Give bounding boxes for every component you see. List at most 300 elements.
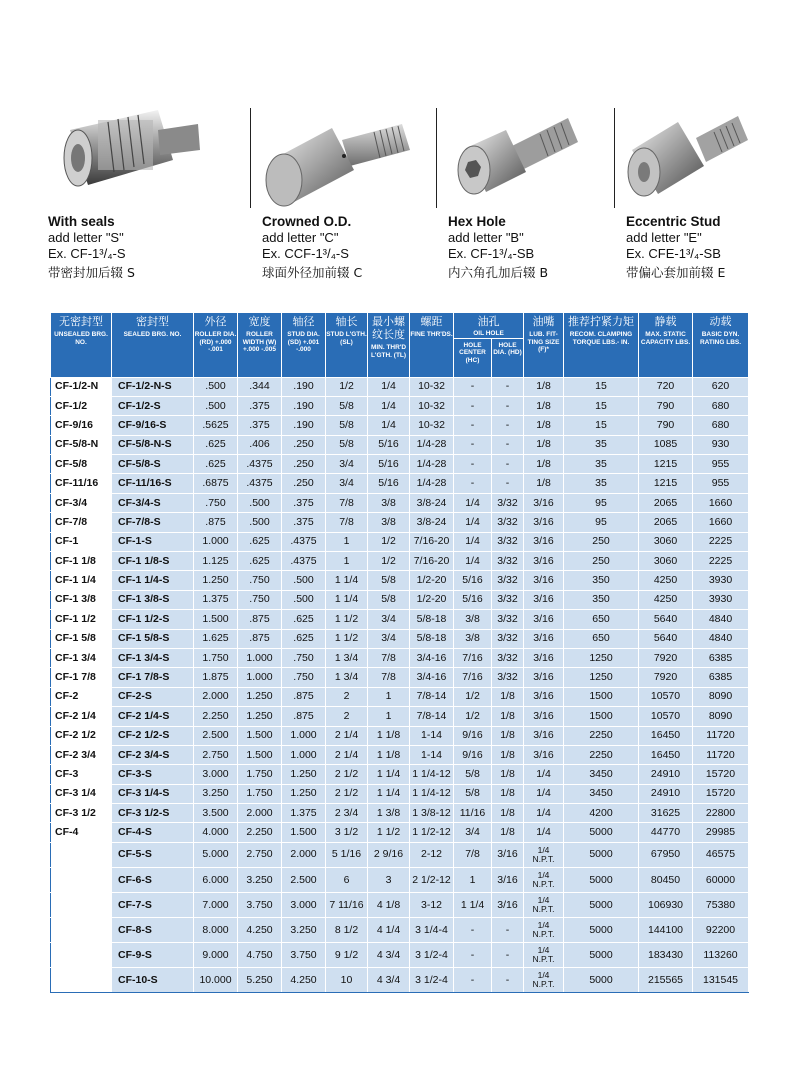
cell-dynamic-rating: 955: [693, 474, 749, 493]
cell-sealed: CF-4-S: [112, 823, 194, 842]
cam-follower-eccentric-photo: [626, 100, 796, 210]
cell-roller-width: .750: [238, 571, 282, 590]
cell-static-capacity: 1085: [639, 435, 693, 454]
cell-lub-fitting: 1/8: [524, 377, 564, 396]
cell-dynamic-rating: 680: [693, 416, 749, 435]
cell-dynamic-rating: 29985: [693, 823, 749, 842]
cell-thread: 1-14: [410, 726, 454, 745]
cell-roller-width: 2.000: [238, 804, 282, 823]
cell-lub-fitting: 1/8: [524, 474, 564, 493]
cell-stud-length: 2 1/2: [326, 784, 368, 803]
cell-thread-length: 1 1/4: [368, 784, 410, 803]
cell-roller-dia: 9.000: [194, 943, 238, 968]
cell-hole-center: 11/16: [454, 804, 492, 823]
cell-roller-dia: .500: [194, 377, 238, 396]
variant-caption: [262, 214, 452, 281]
cell-torque: 5000: [564, 867, 639, 892]
cell-static-capacity: 144100: [639, 918, 693, 943]
col-oil-hole: [454, 313, 524, 339]
cell-dynamic-rating: 8090: [693, 707, 749, 726]
table-row: [51, 532, 749, 551]
cell-hole-dia: -: [492, 474, 524, 493]
cell-unsealed: [51, 842, 112, 867]
cell-stud-dia: 2.000: [282, 842, 326, 867]
cell-stud-length: 6: [326, 867, 368, 892]
cell-hole-center: -: [454, 455, 492, 474]
variant-suffix: add letter "S": [48, 230, 124, 245]
cell-dynamic-rating: 6385: [693, 648, 749, 667]
cell-thread-length: 5/8: [368, 571, 410, 590]
cell-unsealed: CF-1 7/8: [51, 668, 112, 687]
cell-dynamic-rating: 955: [693, 455, 749, 474]
cell-roller-width: 2.250: [238, 823, 282, 842]
table-row: [51, 474, 749, 493]
table-row: [51, 377, 749, 396]
col-hole-dia: [492, 338, 524, 377]
cell-stud-dia: .190: [282, 396, 326, 415]
cell-static-capacity: 24910: [639, 784, 693, 803]
divider: [436, 108, 437, 208]
col-lub-fitting: [524, 313, 564, 378]
cell-hole-dia: -: [492, 455, 524, 474]
cell-roller-width: 1.500: [238, 726, 282, 745]
cell-stud-dia: .875: [282, 687, 326, 706]
cell-roller-dia: 3.000: [194, 765, 238, 784]
cell-hole-center: 9/16: [454, 726, 492, 745]
table-row: [51, 629, 749, 648]
variant-example: Ex. CFE-1³/₄-SB: [626, 246, 721, 261]
cell-roller-width: 3.250: [238, 867, 282, 892]
cell-roller-dia: 1.000: [194, 532, 238, 551]
header-label-cn: 最小螺纹长度: [372, 315, 405, 341]
cell-static-capacity: 16450: [639, 745, 693, 764]
cell-roller-dia: 8.000: [194, 918, 238, 943]
variant-sealed: [48, 100, 238, 295]
cell-hole-center: 5/16: [454, 571, 492, 590]
cell-stud-length: 3/4: [326, 474, 368, 493]
cell-torque: 4200: [564, 804, 639, 823]
cell-thread-length: 5/8: [368, 590, 410, 609]
cell-thread: 1/2-20: [410, 571, 454, 590]
cell-static-capacity: 106930: [639, 893, 693, 918]
cell-lub-fitting: 3/16: [524, 745, 564, 764]
cell-lub-fitting: 1/8: [524, 455, 564, 474]
table-row: [51, 513, 749, 532]
header-label-en: ROLLER DIA. (RD) +.000 -.001: [194, 331, 237, 353]
cell-hole-dia: 3/32: [492, 532, 524, 551]
header-label-en: STUD L'GTH. (SL): [326, 331, 367, 346]
cell-lub-fitting: 3/16: [524, 668, 564, 687]
cell-hole-center: 9/16: [454, 745, 492, 764]
cell-roller-dia: 7.000: [194, 893, 238, 918]
cell-thread: 1/4-28: [410, 435, 454, 454]
cell-stud-dia: .500: [282, 571, 326, 590]
variant-suffix: add letter "E": [626, 230, 702, 245]
cell-torque: 250: [564, 532, 639, 551]
cell-static-capacity: 183430: [639, 943, 693, 968]
cell-roller-dia: .500: [194, 396, 238, 415]
cell-lub-fitting: 3/16: [524, 726, 564, 745]
cell-sealed: CF-3-S: [112, 765, 194, 784]
cell-lub-fitting: 1/4: [524, 823, 564, 842]
cell-roller-dia: 1.375: [194, 590, 238, 609]
cell-unsealed: CF-4: [51, 823, 112, 842]
cell-thread-length: 1 3/8: [368, 804, 410, 823]
cell-thread: 3/8-24: [410, 493, 454, 512]
cell-stud-length: 7/8: [326, 493, 368, 512]
cell-static-capacity: 24910: [639, 765, 693, 784]
cell-stud-dia: .375: [282, 513, 326, 532]
cell-sealed: CF-1 7/8-S: [112, 668, 194, 687]
cell-roller-dia: .625: [194, 435, 238, 454]
header-label-cn: 动载: [709, 315, 732, 328]
variant-example: Ex. CF-1³/₄-S: [48, 246, 126, 261]
cell-static-capacity: 1215: [639, 474, 693, 493]
cell-hole-dia: 3/16: [492, 867, 524, 892]
cell-thread-length: 1 1/8: [368, 745, 410, 764]
cell-unsealed: [51, 893, 112, 918]
cell-lub-fitting: 3/16: [524, 687, 564, 706]
header-label-en: HOLE DIA. (HD): [493, 341, 522, 356]
cell-thread: 5/8-18: [410, 610, 454, 629]
cell-roller-dia: 1.500: [194, 610, 238, 629]
cell-stud-dia: 1.000: [282, 745, 326, 764]
cell-torque: 650: [564, 610, 639, 629]
col-stud-dia: [282, 313, 326, 378]
variant-caption: [48, 214, 238, 281]
cell-thread-length: 1/2: [368, 532, 410, 551]
cell-unsealed: CF-3 1/4: [51, 784, 112, 803]
cell-thread: 1 1/4-12: [410, 765, 454, 784]
variant-suffix: add letter "C": [262, 230, 339, 245]
header-label-en: OIL HOLE: [473, 330, 504, 337]
cell-torque: 650: [564, 629, 639, 648]
cell-thread: 2-12: [410, 842, 454, 867]
col-sealed: [112, 313, 194, 378]
cell-sealed: CF-5/8-N-S: [112, 435, 194, 454]
cell-stud-length: 3 1/2: [326, 823, 368, 842]
cell-roller-dia: 6.000: [194, 867, 238, 892]
cell-torque: 15: [564, 396, 639, 415]
cell-static-capacity: 790: [639, 396, 693, 415]
cell-hole-center: -: [454, 377, 492, 396]
cell-dynamic-rating: 6385: [693, 668, 749, 687]
cell-thread-length: 1/4: [368, 377, 410, 396]
cell-sealed: CF-3/4-S: [112, 493, 194, 512]
cell-hole-dia: 1/8: [492, 745, 524, 764]
cell-stud-length: 5/8: [326, 396, 368, 415]
table-row: [51, 867, 749, 892]
cell-hole-center: 7/16: [454, 668, 492, 687]
cell-stud-dia: .625: [282, 610, 326, 629]
cell-sealed: CF-2 1/2-S: [112, 726, 194, 745]
cell-stud-dia: 3.000: [282, 893, 326, 918]
cell-sealed: CF-9/16-S: [112, 416, 194, 435]
cell-torque: 15: [564, 377, 639, 396]
cell-lub-fitting: 3/16: [524, 571, 564, 590]
cell-torque: 35: [564, 474, 639, 493]
cell-torque: 5000: [564, 918, 639, 943]
cell-static-capacity: 31625: [639, 804, 693, 823]
cell-roller-dia: 2.500: [194, 726, 238, 745]
variant-title: Eccentric Stud: [626, 214, 721, 229]
cell-dynamic-rating: 8090: [693, 687, 749, 706]
cell-thread-length: 1 1/2: [368, 823, 410, 842]
cell-lub-fitting: 1/8: [524, 435, 564, 454]
cell-dynamic-rating: 930: [693, 435, 749, 454]
cell-stud-length: 5/8: [326, 416, 368, 435]
cell-stud-dia: .375: [282, 493, 326, 512]
cell-thread-length: 3/8: [368, 493, 410, 512]
cell-torque: 5000: [564, 943, 639, 968]
cell-thread: 10-32: [410, 416, 454, 435]
table-row: [51, 571, 749, 590]
cell-static-capacity: 5640: [639, 610, 693, 629]
cell-static-capacity: 790: [639, 416, 693, 435]
cell-hole-dia: 3/32: [492, 629, 524, 648]
cell-hole-center: 1/4: [454, 552, 492, 571]
cell-stud-dia: 3.250: [282, 918, 326, 943]
cell-stud-dia: .625: [282, 629, 326, 648]
cell-sealed: CF-7-S: [112, 893, 194, 918]
cell-static-capacity: 4250: [639, 590, 693, 609]
cell-roller-dia: 2.750: [194, 745, 238, 764]
cell-thread-length: 7/8: [368, 668, 410, 687]
cell-hole-center: 1/4: [454, 513, 492, 532]
col-roller-dia: [194, 313, 238, 378]
cell-thread: 1/4-28: [410, 474, 454, 493]
cell-sealed: CF-7/8-S: [112, 513, 194, 532]
cell-static-capacity: 4250: [639, 571, 693, 590]
cell-hole-dia: 3/32: [492, 513, 524, 532]
cell-unsealed: CF-3 1/2: [51, 804, 112, 823]
cell-static-capacity: 44770: [639, 823, 693, 842]
header-label-en: BASIC DYN. RATING LBS.: [699, 331, 742, 346]
cell-roller-width: .375: [238, 416, 282, 435]
cell-lub-fitting: 1/8: [524, 416, 564, 435]
cell-thread-length: 4 1/4: [368, 918, 410, 943]
cell-torque: 1250: [564, 648, 639, 667]
cell-static-capacity: 2065: [639, 493, 693, 512]
cell-roller-dia: .5625: [194, 416, 238, 435]
table-row: [51, 943, 749, 968]
cell-sealed: CF-2-S: [112, 687, 194, 706]
cell-hole-center: -: [454, 435, 492, 454]
cell-dynamic-rating: 3930: [693, 571, 749, 590]
cell-stud-dia: 1.250: [282, 784, 326, 803]
cell-thread-length: 1 1/4: [368, 765, 410, 784]
header-label-en: SEALED BRG. NO.: [123, 331, 182, 338]
cell-stud-length: 2 1/2: [326, 765, 368, 784]
cell-stud-length: 1 3/4: [326, 648, 368, 667]
cell-hole-dia: -: [492, 396, 524, 415]
cell-dynamic-rating: 1660: [693, 513, 749, 532]
cell-roller-dia: 5.000: [194, 842, 238, 867]
cell-hole-dia: 1/8: [492, 726, 524, 745]
cell-roller-width: 1.000: [238, 648, 282, 667]
cell-lub-fitting: 3/16: [524, 493, 564, 512]
cell-stud-length: 1: [326, 532, 368, 551]
cell-torque: 95: [564, 513, 639, 532]
cell-stud-dia: .750: [282, 668, 326, 687]
cell-stud-length: 3/4: [326, 455, 368, 474]
cell-thread-length: 7/8: [368, 648, 410, 667]
cell-hole-center: 5/8: [454, 765, 492, 784]
cell-thread: 2 1/2-12: [410, 867, 454, 892]
cell-thread-length: 1/2: [368, 552, 410, 571]
col-static-capacity: [639, 313, 693, 378]
cell-sealed: CF-8-S: [112, 918, 194, 943]
cell-torque: 15: [564, 416, 639, 435]
cell-roller-dia: 10.000: [194, 968, 238, 993]
cell-static-capacity: 10570: [639, 687, 693, 706]
cell-hole-center: -: [454, 396, 492, 415]
cell-hole-center: -: [454, 474, 492, 493]
table-row: [51, 493, 749, 512]
cell-roller-dia: .625: [194, 455, 238, 474]
cell-lub-fitting: 3/16: [524, 513, 564, 532]
cell-stud-dia: .190: [282, 416, 326, 435]
cell-unsealed: CF-1 3/4: [51, 648, 112, 667]
cell-hole-center: 1/2: [454, 707, 492, 726]
cell-roller-width: .344: [238, 377, 282, 396]
cell-thread-length: 4 3/4: [368, 968, 410, 993]
cell-dynamic-rating: 60000: [693, 867, 749, 892]
cell-hole-dia: 3/32: [492, 610, 524, 629]
header-label-cn: 推荐拧紧力矩: [568, 315, 635, 328]
cell-unsealed: CF-2 3/4: [51, 745, 112, 764]
cell-stud-length: 10: [326, 968, 368, 993]
cell-roller-width: .4375: [238, 455, 282, 474]
cell-roller-width: 4.250: [238, 918, 282, 943]
col-thread: [410, 313, 454, 378]
spec-table-container: [50, 312, 748, 993]
cell-stud-length: 1 3/4: [326, 668, 368, 687]
header-label-cn: 油嘴: [532, 315, 555, 328]
cell-roller-width: 1.000: [238, 668, 282, 687]
header-label-cn: 外径: [204, 315, 227, 328]
cell-hole-center: 3/8: [454, 610, 492, 629]
cell-stud-dia: 1.250: [282, 765, 326, 784]
cell-unsealed: CF-5/8: [51, 455, 112, 474]
cell-static-capacity: 3060: [639, 532, 693, 551]
table-row: [51, 707, 749, 726]
table-row: [51, 610, 749, 629]
cell-roller-width: .406: [238, 435, 282, 454]
cell-thread: 1-14: [410, 745, 454, 764]
variant-suffix: add letter "B": [448, 230, 524, 245]
cell-unsealed: CF-2 1/2: [51, 726, 112, 745]
cell-torque: 1500: [564, 707, 639, 726]
cell-static-capacity: 67950: [639, 842, 693, 867]
cell-dynamic-rating: 131545: [693, 968, 749, 993]
cell-hole-dia: 3/32: [492, 552, 524, 571]
cell-static-capacity: 3060: [639, 552, 693, 571]
header-label-cn: 油孔: [477, 315, 500, 328]
cell-roller-width: 3.750: [238, 893, 282, 918]
cell-hole-center: 5/8: [454, 784, 492, 803]
cell-thread: 1 1/4-12: [410, 784, 454, 803]
cell-lub-fitting: 1/4: [524, 765, 564, 784]
cell-stud-length: 7/8: [326, 513, 368, 532]
cell-sealed: CF-1 1/2-S: [112, 610, 194, 629]
cell-stud-length: 1 1/2: [326, 610, 368, 629]
header-label-en: LUB. FIT- TING SIZE (F)*: [527, 331, 560, 353]
cell-dynamic-rating: 4840: [693, 610, 749, 629]
cell-static-capacity: 10570: [639, 707, 693, 726]
cam-follower-spec-table: [50, 312, 749, 993]
cell-lub-fitting: 3/16: [524, 648, 564, 667]
cell-thread-length: 1: [368, 687, 410, 706]
cell-hole-dia: -: [492, 968, 524, 993]
cell-roller-width: .4375: [238, 474, 282, 493]
cell-dynamic-rating: 2225: [693, 552, 749, 571]
cell-thread: 3/8-24: [410, 513, 454, 532]
cell-stud-dia: .4375: [282, 552, 326, 571]
cell-dynamic-rating: 75380: [693, 893, 749, 918]
cell-sealed: CF-9-S: [112, 943, 194, 968]
cell-stud-dia: .250: [282, 455, 326, 474]
cell-hole-center: 7/16: [454, 648, 492, 667]
cell-unsealed: [51, 867, 112, 892]
cell-torque: 5000: [564, 842, 639, 867]
cell-unsealed: CF-9/16: [51, 416, 112, 435]
cell-torque: 5000: [564, 968, 639, 993]
cell-dynamic-rating: 11720: [693, 745, 749, 764]
cell-lub-fitting: 1/4 N.P.T.: [524, 943, 564, 968]
cam-follower-sealed-photo: [48, 100, 218, 210]
cell-dynamic-rating: 2225: [693, 532, 749, 551]
cell-stud-length: 1 1/4: [326, 571, 368, 590]
cell-stud-length: 5/8: [326, 435, 368, 454]
cell-stud-dia: 2.500: [282, 867, 326, 892]
cell-roller-width: 1.500: [238, 745, 282, 764]
table-body: [51, 377, 749, 993]
cell-torque: 2250: [564, 745, 639, 764]
cell-unsealed: [51, 943, 112, 968]
cell-roller-dia: 1.750: [194, 648, 238, 667]
variant-cn-note: 球面外径加前辍 C: [262, 265, 363, 280]
cell-roller-dia: .750: [194, 493, 238, 512]
cell-roller-width: .375: [238, 396, 282, 415]
cell-thread-length: 3/8: [368, 513, 410, 532]
cell-thread: 7/8-14: [410, 687, 454, 706]
cell-thread: 3-12: [410, 893, 454, 918]
cell-stud-dia: 1.375: [282, 804, 326, 823]
variant-title: Crowned O.D.: [262, 214, 352, 229]
cell-static-capacity: 5640: [639, 629, 693, 648]
cell-lub-fitting: 3/16: [524, 590, 564, 609]
cell-roller-dia: 2.000: [194, 687, 238, 706]
cell-static-capacity: 80450: [639, 867, 693, 892]
table-row: [51, 745, 749, 764]
cell-thread: 3/4-16: [410, 668, 454, 687]
cell-roller-dia: 1.625: [194, 629, 238, 648]
cell-thread: 7/16-20: [410, 532, 454, 551]
cell-thread: 1/4-28: [410, 455, 454, 474]
cell-thread-length: 5/16: [368, 474, 410, 493]
cell-roller-width: .500: [238, 513, 282, 532]
cell-dynamic-rating: 4840: [693, 629, 749, 648]
table-row: [51, 804, 749, 823]
cell-hole-dia: 3/32: [492, 590, 524, 609]
cell-stud-dia: 1.000: [282, 726, 326, 745]
cell-thread: 1 1/2-12: [410, 823, 454, 842]
cell-torque: 1500: [564, 687, 639, 706]
cell-unsealed: CF-3/4: [51, 493, 112, 512]
cell-thread: 3/4-16: [410, 648, 454, 667]
cell-dynamic-rating: 680: [693, 396, 749, 415]
